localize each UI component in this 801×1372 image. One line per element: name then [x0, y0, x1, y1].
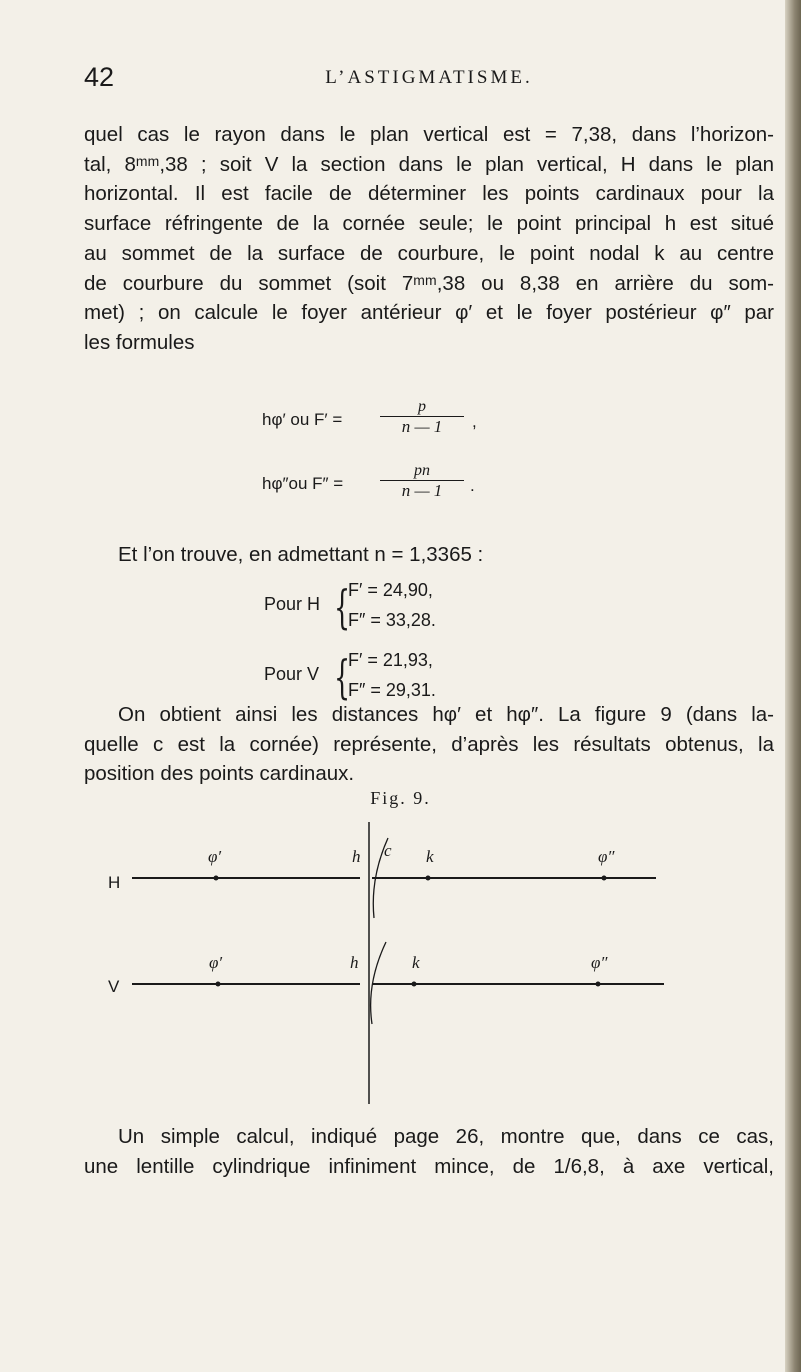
k-point-h [426, 876, 431, 881]
fraction-denominator: n — 1 [380, 416, 464, 437]
h-label-v: h [350, 953, 359, 972]
text-line: surface réfringente de la cornée seule; le point principal h est situé [84, 212, 774, 236]
fraction-numerator: p [418, 398, 426, 415]
phi2-label-v: φ″ [591, 953, 608, 972]
phi1-label-h: φ′ [208, 847, 222, 866]
formula-lhs: hφ″ou F″ = [262, 474, 344, 493]
phi1-point-v [216, 982, 221, 987]
k-label-h: k [426, 847, 434, 866]
formula-punctuation: . [470, 476, 475, 495]
text-line: position des points cardinaux. [84, 762, 355, 786]
brace-glyph: { [334, 580, 351, 634]
formula-lhs: hφ′ ou F′ = [262, 410, 343, 429]
text-line: horizontal. Il est facile de déterminer les points cardinaux pour la [84, 182, 774, 206]
text-line: quelle c est la cornée) représente, d’après les résultats obtenus, la [84, 732, 774, 756]
text-line: quel cas le rayon dans le plan vertical est = 7,38, dans l’horizon- [84, 123, 774, 146]
text-line: tal, 8ᵐᵐ,38 ; soit V la section dans le plan vertical, H dans le plan [84, 152, 774, 176]
text-line: met) ; on calcule le foyer antérieur φ′ et le foyer postérieur φ″ par [84, 301, 774, 325]
text-line: une lentille cylindrique infiniment mince, de 1/6,8, à axe vertical, [84, 1154, 774, 1178]
result-value: F′ = 24,90, [348, 580, 433, 600]
row-label-v: V [108, 977, 120, 996]
phi2-point-v [596, 982, 601, 987]
running-title: L’ASTIGMATISME. [325, 67, 533, 88]
phi1-label-v: φ′ [209, 953, 223, 972]
row-label-h: H [108, 873, 121, 892]
brace-glyph: { [334, 650, 351, 704]
result-value: F″ = 29,31. [348, 680, 436, 700]
result-label: Pour H [264, 594, 321, 614]
fraction-numerator: pn [414, 462, 430, 479]
text-line: Un simple calcul, indiqué page 26, montre que, dans ce cas, [118, 1125, 774, 1148]
k-label-v: k [412, 953, 420, 972]
phi2-label-h: φ″ [598, 847, 615, 866]
text-line: Et l’on trouve, en admettant n = 1,3365 : [118, 543, 484, 566]
result-label: Pour V [264, 664, 320, 684]
page-number: 42 [84, 62, 115, 92]
k-point-v [412, 982, 417, 987]
h-label-h: h [352, 847, 361, 866]
formula-punctuation: , [472, 412, 477, 431]
cornea-label: c [384, 841, 392, 860]
text-line: les formules [84, 330, 195, 354]
phi1-point-h [214, 876, 219, 881]
figure-title: Fig. 9. [370, 788, 431, 808]
paragraph-4 [84, 1122, 774, 1181]
text-line: de courbure du sommet (soit 7ᵐᵐ,38 ou 8,38 en arrière du som- [84, 271, 774, 295]
text-line: au sommet de la surface de courbure, le point nodal k au centre [84, 241, 774, 265]
fraction-denominator: n — 1 [380, 480, 464, 501]
result-value: F′ = 21,93, [348, 650, 433, 670]
phi2-point-h [602, 876, 607, 881]
result-value: F″ = 33,28. [348, 610, 436, 630]
text-line: On obtient ainsi les distances hφ′ et hφ″. La figure 9 (dans la- [118, 703, 774, 726]
